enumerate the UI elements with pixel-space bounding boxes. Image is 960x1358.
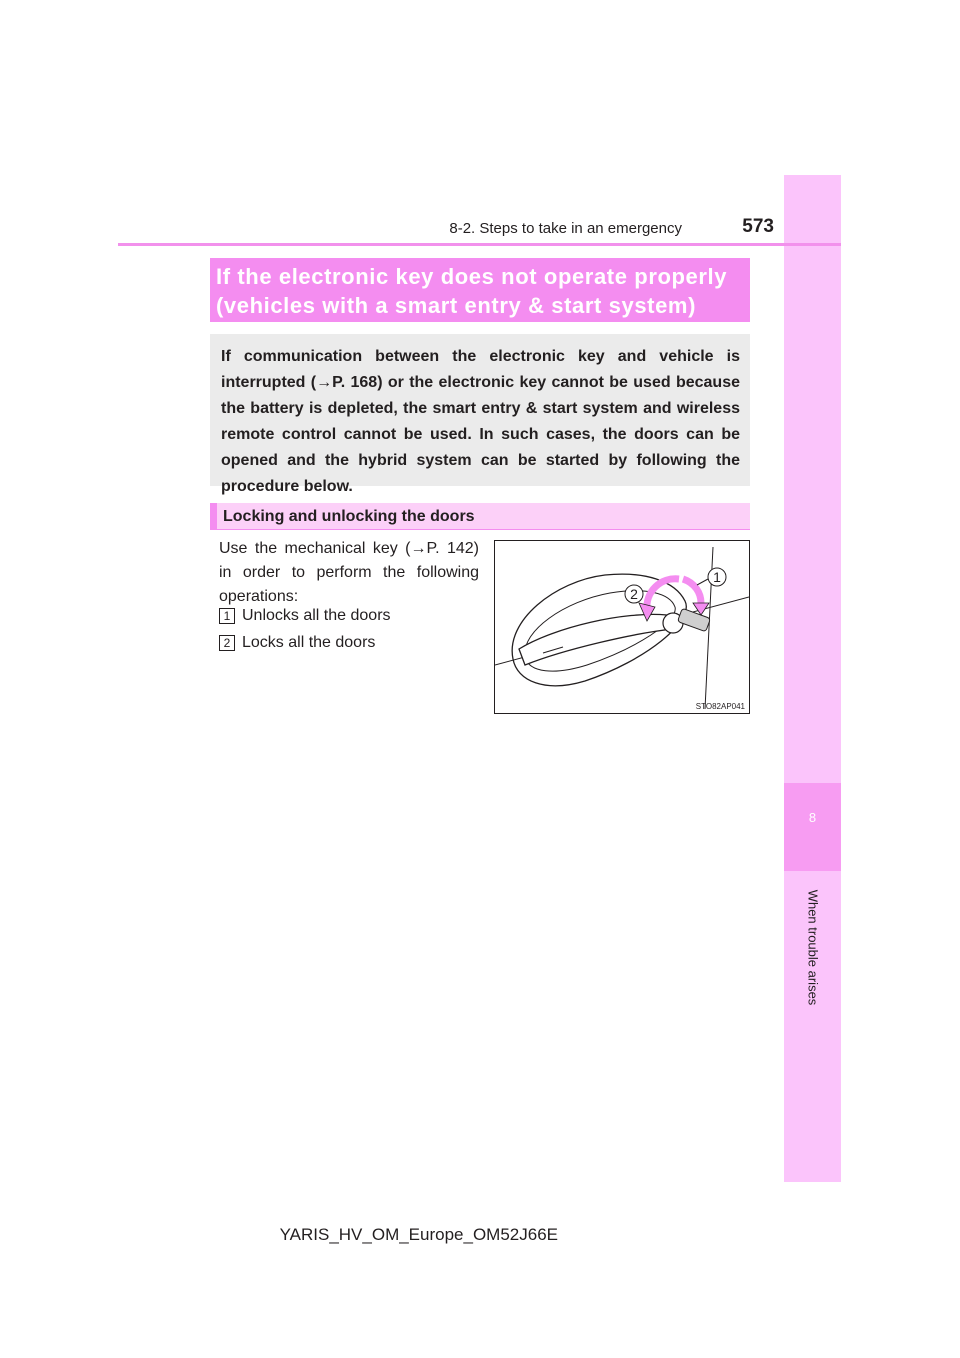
- subheading-divider: [210, 529, 750, 530]
- chapter-title-vertical: [784, 882, 841, 1012]
- door-handle-illustration: [494, 540, 750, 714]
- door-handle: [519, 614, 673, 665]
- body-paragraph: Use the mechanical key (→P. 142) in order to perform the following operations:: [219, 540, 479, 605]
- main-heading-line-1: If the electronic key does not operate properly: [216, 264, 728, 289]
- step-number-badge: 1: [219, 608, 235, 624]
- step-item: [219, 633, 375, 653]
- chapter-number: 8: [808, 810, 817, 825]
- chapter-side-tab: [784, 175, 841, 1182]
- unlock-arrow: [683, 579, 701, 603]
- callout-2-label: 2: [630, 586, 638, 602]
- step-item: [219, 606, 391, 626]
- step-number-badge: 2: [219, 635, 235, 651]
- main-heading: [210, 258, 750, 322]
- section-title: 8-2. Steps to take in an emergency: [449, 220, 682, 237]
- chapter-number-block: [784, 783, 841, 871]
- intro-paragraph: If communication between the electronic key and vehicle is interrupted (→P. 168) or the electronic key cannot be used because the battery is depleted, the smart entry & start system and wireless remote control cannot be used. In such cases, the doors can be opened and the hybrid system can be started by following the procedure below.: [210, 334, 750, 486]
- page-number: 573: [742, 216, 774, 237]
- door-handle-drawing: [495, 541, 749, 713]
- document-footer: YARIS_HV_OM_Europe_OM52J66E: [279, 1225, 558, 1244]
- callout-1-leader: [697, 579, 708, 585]
- subheading-accent: [210, 503, 217, 529]
- subheading: Locking and unlocking the doors: [223, 508, 475, 525]
- figure-code: STO82AP041: [695, 702, 745, 711]
- step-text: Unlocks all the doors: [242, 607, 391, 624]
- chapter-title: When trouble arises: [805, 889, 820, 1005]
- step-text: Locks all the doors: [242, 634, 376, 651]
- main-heading-line-2: (vehicles with a smart entry & start system): [216, 293, 697, 318]
- callout-1-label: 1: [713, 569, 721, 585]
- header-divider: [118, 243, 841, 246]
